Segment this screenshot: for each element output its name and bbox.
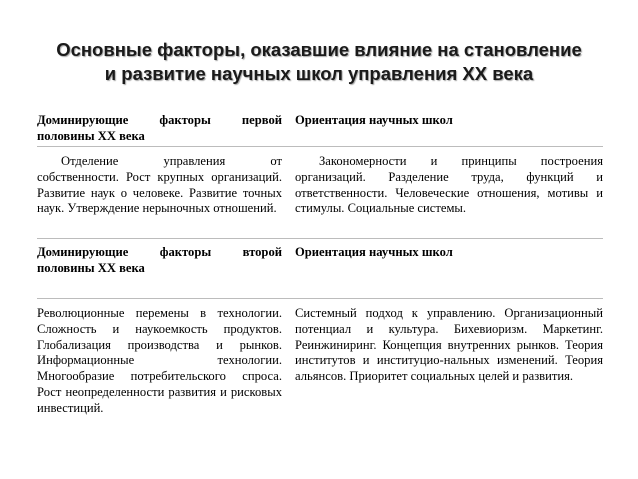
section1-left-header: Доминирующие факторы первой половины XX века (37, 113, 282, 143)
section2-left-header: Доминирующие факторы второй половины XX века (37, 245, 282, 275)
divider (37, 146, 603, 147)
divider (37, 238, 603, 239)
section1-right-body: Закономерности и принципы построения организаций. Разделение труда, функций и ответственности. Человеческие отношения, мотивы и стимулы. Социальные системы. (295, 154, 603, 216)
section1-right-header: Ориентация научных школ (295, 113, 453, 127)
divider (37, 298, 603, 299)
section2-right-body: Системный подход к управлению. Организационный потенциал и культура. Бихевиоризм. Маркетинг. Реинжиниринг. Концепция внутренних рынков. Теория институтов и институцио-нальных изменений. Теория альянсов. Приоритет социальных целей и развития. (295, 306, 603, 384)
section2-left-body: Революционные перемены в технологии. Сложность и наукоемкость продуктов. Глобализация производства и рынков. Информационные технологии. Многообразие потребительского спроса. Рост неопределенности развития и рисковых инвестиций. (37, 306, 282, 415)
page-title (30, 38, 608, 86)
section2-right-header: Ориентация научных школ (295, 245, 453, 259)
title-line-2: и развитие научных школ управления XX века (104, 63, 534, 84)
section1-left-body: Отделение управления от собственности. Рост крупных организаций. Развитие наук о человеке. Развитие точных наук. Утверждение нерыночных отношений. (37, 154, 282, 216)
title-line-1: Основные факторы, оказавшие влияние на становление (56, 39, 582, 60)
